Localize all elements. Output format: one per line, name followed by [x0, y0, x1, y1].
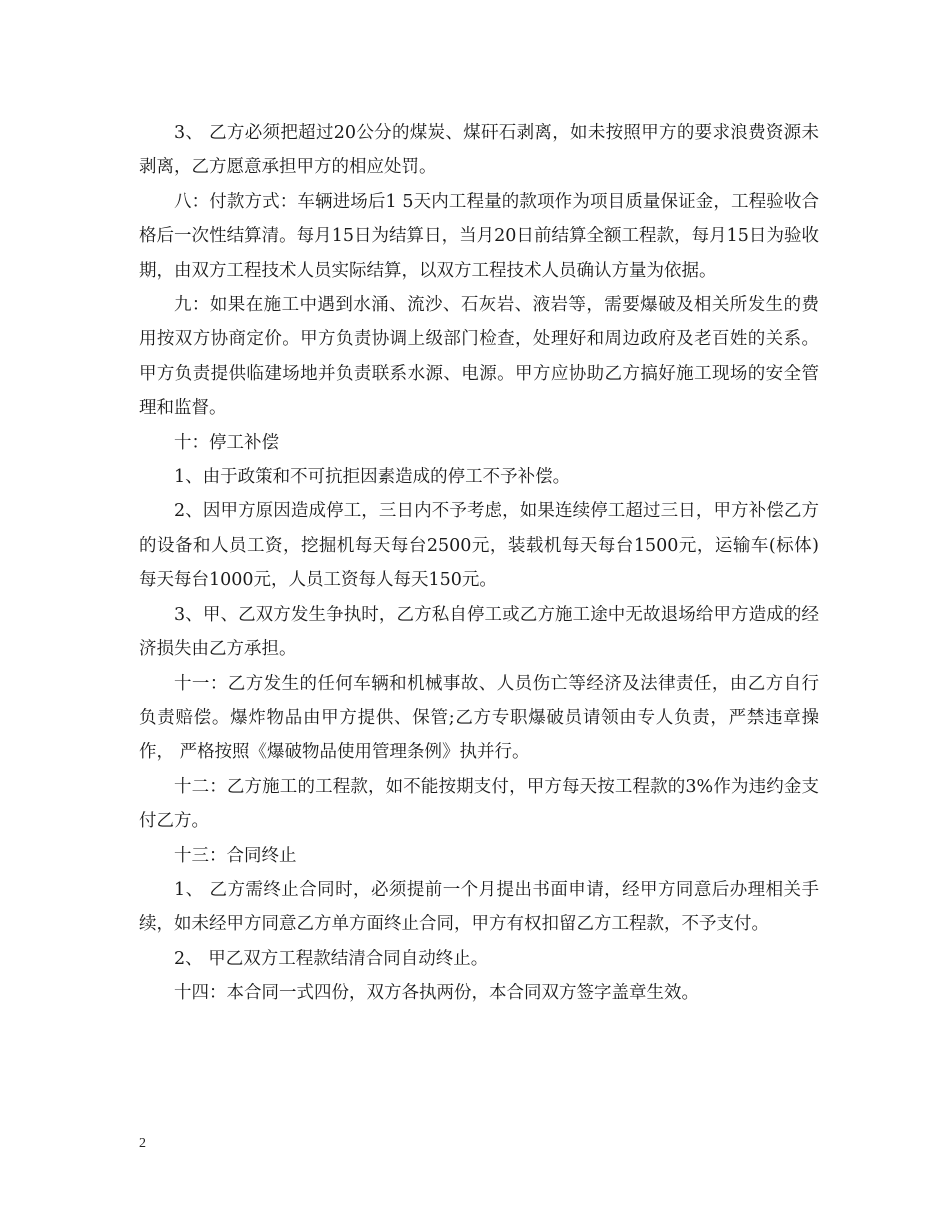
paragraph-clause-10-heading: 十：停工补偿: [174, 432, 279, 453]
paragraph-clause-9-construction: 九：如果在施工中遇到水涌、流沙、石灰岩、液岩等，需要爆破及相关所发生的费用按双方协商定价。甲方负责协调上级部门检查，处理好和周边政府及老百姓的关系。甲方负责提供临建场地并负责联系水源、电源。甲方应协助乙方搞好施工现场的安全管理和监督。: [139, 295, 819, 419]
paragraph-clause-12-penalty: 十二：乙方施工的工程款，如不能按期支付，甲方每天按工程款的3%作为违约金支付乙方。: [139, 776, 819, 832]
paragraph-clause-13-1: 1、 乙方需终止合同时，必须提前一个月提出书面申请，经甲方同意后办理相关手续，如未经甲方同意乙方单方面终止合同，甲方有权扣留乙方工程款，不予支付。: [139, 879, 819, 935]
paragraph-clause-13-heading: 十三：合同终止: [174, 845, 297, 866]
paragraph-clause-13-2: 2、 甲乙双方工程款结清合同自动终止。: [174, 948, 489, 969]
paragraph-clause-8-payment: 八：付款方式：车辆进场后1 5天内工程量的款项作为项目质量保证金，工程验收合格后一次性结算清。每月15日为结算日，当月20日前结算全额工程款，每月15日为验收期，由双方工程技术人员实际结算，以双方工程技术人员确认方量为依据。: [139, 191, 819, 281]
paragraph-clause-10-3: 3、甲、乙双方发生争执时，乙方私自停工或乙方施工途中无故退场给甲方造成的经济损失由乙方承担。: [139, 604, 819, 660]
paragraph-clause-11-liability: 十一：乙方发生的任何车辆和机械事故、人员伤亡等经济及法律责任，由乙方自行负责赔偿。爆炸物品由甲方提供、保管;乙方专职爆破员请领由专人负责，严禁违章操作， 严格按照《爆破物品使用管理条例》执并行。: [139, 673, 819, 763]
paragraph-clause-14-copies: 十四：本合同一式四份，双方各执两份，本合同双方签字盖章生效。: [174, 983, 699, 1004]
document-body: [139, 116, 819, 1011]
paragraph-clause-7-3: 3、 乙方必须把超过20公分的煤炭、煤矸石剥离，如未按照甲方的要求浪费资源未剥离，乙方愿意承担甲方的相应处罚。: [139, 123, 819, 178]
page-number: 2: [139, 1136, 146, 1151]
paragraph-clause-10-2: 2、因甲方原因造成停工，三日内不予考虑，如果连续停工超过三日，甲方补偿乙方的设备和人员工资，挖掘机每天每台2500元，装载机每天每台1500元，运输车(标体)每天每台1000元，人员工资每人每天150元。: [139, 501, 819, 591]
paragraph-clause-10-1: 1、由于政策和不可抗拒因素造成的停工不予补偿。: [174, 467, 571, 488]
